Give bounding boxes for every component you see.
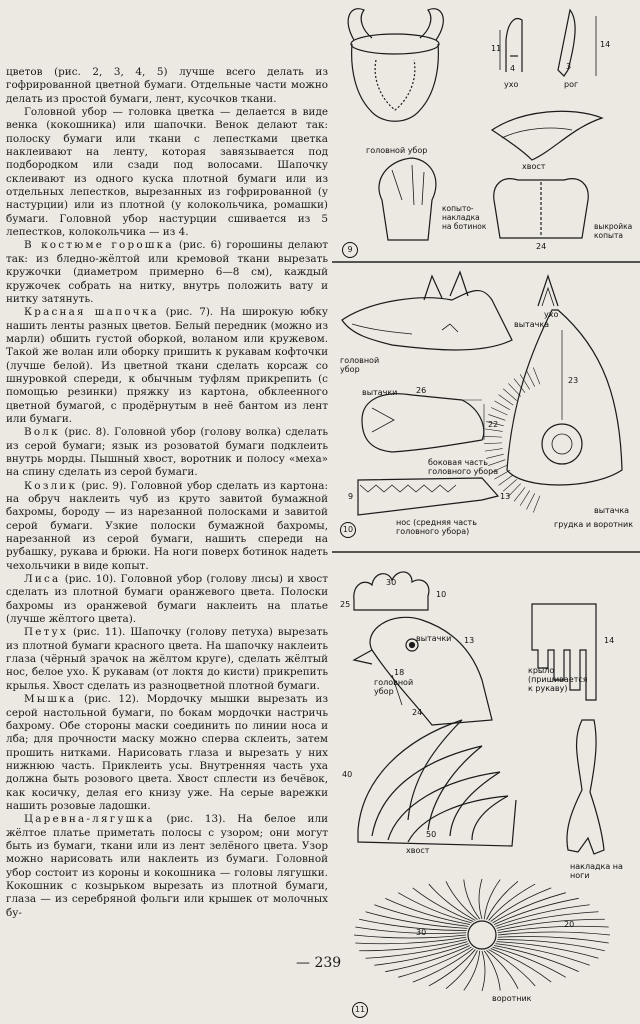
fringe-stroke [527, 371, 535, 387]
fringe-stroke [484, 436, 502, 437]
paragraph [6, 426, 328, 479]
figure-10-number: 10 [340, 522, 356, 538]
paragraph-lead: Козлик [24, 479, 78, 492]
fringe-stroke [491, 408, 507, 415]
dim-rooster-14: 14 [604, 636, 615, 645]
fringe-stroke [499, 475, 514, 485]
collar-feather [429, 884, 476, 920]
collar-feather [359, 919, 466, 930]
text-column [6, 66, 328, 920]
fox-chest-collar-pattern [507, 310, 622, 485]
fox-headdress-label: головной убор [340, 356, 380, 374]
dim-rooster-40: 40 [342, 770, 353, 779]
rooster-headdress-label: головной убор [374, 678, 414, 696]
fox-side-pattern [362, 394, 484, 452]
dim-rooster-30a: 30 [386, 578, 397, 587]
paragraph-lead: Лиса [24, 573, 61, 586]
collar-feather [464, 880, 480, 920]
dim-fox-13: 13 [500, 492, 511, 501]
collar-feather [497, 940, 604, 951]
dim-rooster-20: 20 [564, 920, 575, 929]
collar-feather [497, 919, 604, 930]
goat-hoof-cover-label: копыто- накладка на ботинок [442, 204, 487, 231]
paragraph [6, 106, 328, 239]
collar-feather [446, 950, 478, 988]
paragraph-lead: В костюме горошка [24, 239, 174, 252]
paragraph-text: (рис. 13). На белое или жёлтое платье приметать полосы с узором; они могут быть из бумаги, ткани или из лент зелёного цвета. Узор можно нарисовать или наклеить из бумаги. Головной убор состоит из короны и кокошника — головы лягушки. Кокошник с козырьком вырезать из плотной бумаги, глаза — из серебряной фольги или крышек от молочных бу- [6, 813, 328, 919]
dim-ear-height: 11 [491, 44, 502, 53]
figure-9-number: 9 [342, 242, 358, 258]
fox-dart-small-label: вытачка [594, 506, 630, 515]
goat-tail-label: хвост [522, 162, 546, 171]
collar-feather [497, 942, 599, 959]
collar-feather [359, 940, 466, 951]
collar-feather [429, 950, 476, 986]
fox-ear-pattern [538, 276, 558, 306]
goat-headdress-drawing [348, 9, 443, 122]
collar-feather [385, 898, 470, 924]
dim-hoof-width: 24 [536, 242, 547, 251]
fringe-stroke [520, 491, 530, 506]
fringe-stroke [533, 367, 540, 384]
rooster-wing-label: крыло (пришивается к рукаву) [528, 666, 588, 693]
dim-horn-height: 14 [600, 40, 611, 49]
paragraph-text: (рис. 9). Головной убор сделать из картона: на обруч наклеить чуб из круто завитой бумажной бахромы, бороду — из нарезанной полосками и завитой серой бумаги. Узкие полоски бумажной бахромы, нарезанной из серой бумаги, нашить спереди на рубашку, рукава и брюки. На ноги поверх ботинок надеть чехольчики в виде копыт. [6, 479, 328, 572]
dim-rooster-10: 10 [436, 590, 447, 599]
dim-horn-width: 3 [566, 62, 572, 71]
page-number: — 239 [296, 955, 342, 971]
dim-rooster-25: 25 [340, 600, 351, 609]
fringe-stroke [533, 496, 540, 513]
fringe-stroke [485, 429, 503, 432]
dim-fox-23: 23 [568, 376, 579, 385]
collar-feather [489, 950, 536, 986]
collar-feather [498, 932, 610, 935]
paragraph-text: (рис. 6) горошины делают так: из бледно-жёлтой или кремовой ткани вырезать кружочки (диаметром примерно 6—8 см), каждый кружочек собрать на нитку, внутрь положить вату и нитку затянуть. [6, 239, 328, 305]
dim-rooster-30b: 30 [416, 928, 427, 937]
dim-fox-22: 22 [488, 420, 499, 429]
rooster-tail-pattern [358, 720, 516, 846]
fox-ear-label: ухо [544, 310, 559, 319]
dim-fox-9: 9 [348, 492, 354, 501]
fox-collar-fringe [484, 367, 540, 512]
fringe-stroke [495, 401, 511, 410]
fox-nose-pattern [358, 478, 498, 515]
paragraph [6, 306, 328, 426]
fox-headdress-drawing [342, 272, 512, 350]
dim-ear-width: 4 [510, 64, 516, 73]
rooster-collar-pattern [354, 879, 610, 991]
fringe-stroke [484, 443, 502, 444]
figure-11-number: 11 [352, 1002, 368, 1018]
dim-rooster-24: 24 [412, 708, 423, 717]
goat-ear-label: ухо [504, 80, 519, 89]
collar-feather [366, 912, 468, 929]
rooster-collar-label: воротник [492, 994, 532, 1003]
goat-tail-drawing [492, 111, 602, 160]
dim-rooster-18: 18 [394, 668, 405, 677]
fox-dart-top-label: вытачка [514, 320, 550, 329]
paragraph [6, 813, 328, 920]
collar-feather [484, 880, 500, 920]
collar-feather [354, 935, 466, 938]
fox-chest-label: грудка и воротник [554, 520, 634, 529]
goat-hoof-pattern-label: выкройка копыта [594, 222, 633, 240]
collar-feather [484, 951, 500, 991]
collar-feather [494, 945, 579, 971]
fringe-stroke [499, 395, 514, 405]
rooster-tail-label: хвост [406, 846, 430, 855]
dim-rooster-13: 13 [464, 636, 475, 645]
paragraph [6, 480, 328, 573]
collar-feather [489, 884, 536, 920]
rooster-leg-cover-pattern [567, 720, 604, 854]
paragraph [6, 573, 328, 626]
paragraph-lead: Царевна-лягушка [24, 813, 155, 826]
rooster-darts-label: вытачки [416, 634, 452, 643]
paragraph-text: (рис. 11). Шапочку (голову петуха) вырезать из плотной бумаги красного цвета. На шапочку наклеить глаза (чёрный зрачок на жёлтом круге), сделать жёлтый нос, белое ухо. К рукавам (от локтя до кисти) прикрепить крылья. Хвост сделать из разноцветной плотной бумаги. [6, 626, 328, 692]
collar-feather [487, 881, 519, 919]
paragraph-lead: Петух [24, 626, 68, 639]
paragraph-lead: Мышка [24, 693, 77, 706]
collar-feather [479, 879, 482, 919]
goat-headdress-label: головной убор [366, 146, 428, 155]
fox-side-label: боковая часть головного убора [428, 458, 499, 476]
fringe-stroke [527, 493, 535, 509]
paragraph-text: (рис. 12). Мордочку мышки вырезать из серой настольной бумаги, по бокам мордочки настричь бахрому. Обе стороны маски соединить по линии носа и лба; для прочности маску можно сперва склеить, затем прошить нитками. Нарисовать глаза и вырезать у них нижнюю часть. Приклеить усы. Внутренняя часть уха должна быть розового цвета. Хвост сплести из бечёвок, как косичку, делая его книзу уже. На серые варежки нашить розовые ладошки. [6, 693, 328, 812]
collar-feather [464, 951, 480, 991]
paragraph-text: (рис. 7). На широкую юбку нашить ленты разных цветов. Белый передник (можно из марли) обшить густой оборкой, воланом или кружевом. Такой же волан или оборку пришить к рукавам кофточки (лучше белой). Из цветной ткани сделать корсаж со шнуровкой спереди, к обычным туфлям прикрепить (с помощью резинки) пряжку из картона, обклеенного цветной бумагой, с продёрнутым в неё бантом из лент или бумаги. [6, 306, 328, 425]
goat-horn-label: рог [564, 80, 579, 89]
collar-feather [487, 950, 519, 988]
paragraph-lead: Волк [24, 426, 60, 439]
fox-darts-label: вытачки [362, 388, 398, 397]
paragraph [6, 693, 328, 813]
paragraph-text: Головной убор — головка цветка — делается в виде венка (кокошника) или шапочки. Венок делают так: полоску бумаги или ткани с лепестками цветка наклеивают на ленту, которая завязывается под подбородком или сзади под волосами. Шапочку склеивают из одного куска плотной бумаги или из отдельных лепестков, вырезанных из гофрированной (у настурции) или из плотной (у колокольчика, ромашки) бумаги. Головной убор настурции сшивается из 5 лепестков, колокольчика — из 4. [6, 106, 328, 239]
collar-feather [482, 951, 485, 991]
rooster-leg-cover-label: накладка на ноги [570, 862, 623, 880]
paragraph [6, 66, 328, 106]
fringe-stroke [485, 449, 503, 452]
dim-fox-26: 26 [416, 386, 427, 395]
paragraph-text: (рис. 10). Головной убор (голову лисы) и хвост сделать из плотной бумаги оранжевого цвета. Полоски бахромы из оранжевой бумаги наклеить на платье (лучше жёлтого цвета). [6, 573, 328, 626]
dim-rooster-50: 50 [426, 830, 437, 839]
paragraph-lead: Красная шапочка [24, 306, 159, 319]
fringe-stroke [514, 487, 525, 501]
paragraph-text: цветов (рис. 2, 3, 4, 5) лучше всего делать из гофрированной цветной бумаги. Отдельные части можно делать из простой бумаги, лент, кусочков ткани. [6, 66, 328, 105]
fox-nose-label: нос (средняя часть головного убора) [396, 518, 477, 536]
paragraph-text: (рис. 8). Головной убор (голову волка) сделать из серой бумаги; язык из розоватой бумаги подклеить внутрь морды. Пышный хвост, воротник и полосу «меха» на спину сделать из серой бумаги. [6, 426, 328, 479]
paragraph [6, 626, 328, 693]
collar-feather [446, 881, 478, 919]
paragraph [6, 239, 328, 306]
illustrations-column [332, 0, 640, 1024]
collar-feather [374, 905, 468, 927]
collar-feather [495, 944, 589, 966]
